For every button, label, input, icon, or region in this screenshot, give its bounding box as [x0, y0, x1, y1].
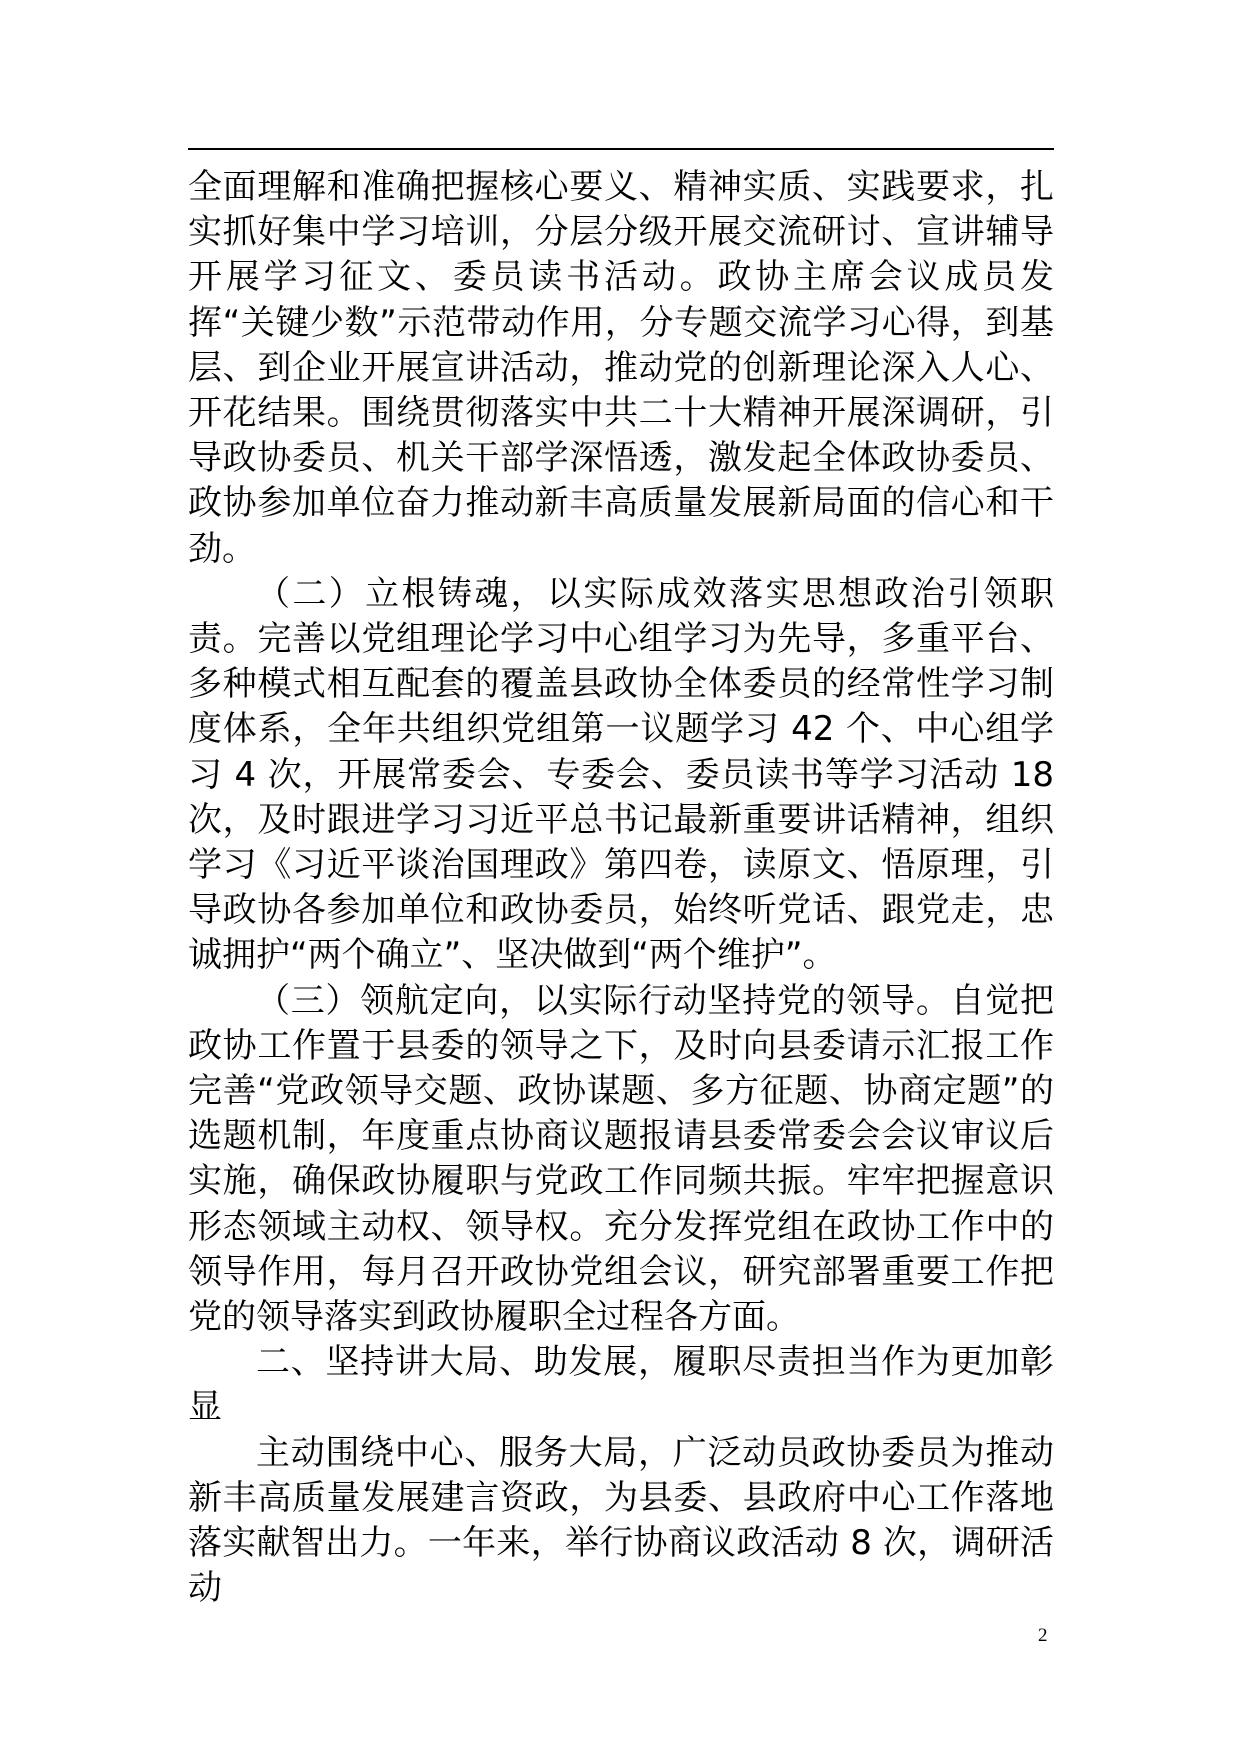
document-body [188, 165, 1054, 1612]
paragraph-section-two-intro: 主动围绕中心、服务大局，广泛动员政协委员为推动新丰高质量发展建言资政，为县委、县政府中心工作落地落实献智出力。一年来，举行协商议政活动 8 次，调研活动 [188, 1432, 1054, 1609]
section-heading-two: 二、坚持讲大局、助发展，履职尽责担当作为更加彰显 [188, 1342, 1054, 1428]
header-rule [188, 148, 1054, 150]
paragraph-section-two: （二）立根铸魂，以实际成效落实思想政治引领职责。完善以党组理论学习中心组学习为先导，多重平台、多种模式相互配套的覆盖县政协全体委员的经常性学习制度体系，全年共组织党组第一议题学习 42 个、中心组学习 4 次，开展常委会、专委会、委员读书等学习活动 18 次，及时跟进学习习近平总书记最新重要讲话精神，组织学习《习近平谈治国理政》第四卷，读原文、悟原理，引导政协各参加单位和政协委员，始终听党话、跟党走，忠诚拥护“两个确立”、坚决做到“两个维护”。 [188, 573, 1054, 976]
page-number: 2 [1038, 1625, 1048, 1646]
paragraph-continuation: 全面理解和准确把握核心要义、精神实质、实践要求，扎实抓好集中学习培训，分层分级开展交流研讨、宣讲辅导开展学习征文、委员读书活动。政协主席会议成员发挥“关键少数”示范带动作用，分专题交流学习心得，到基层、到企业开展宣讲活动，推动党的创新理论深入人心、开花结果。围绕贯彻落实中共二十大精神开展深调研，引导政协委员、机关干部学深悟透，激发起全体政协委员、政协参加单位奋力推动新丰高质量发展新局面的信心和干劲。 [188, 167, 1054, 569]
paragraph-section-three: （三）领航定向，以实际行动坚持党的领导。自觉把政协工作置于县委的领导之下，及时向县委请示汇报工作完善“党政领导交题、政协谋题、多方征题、协商定题”的选题机制，年度重点协商议题报请县委常委会会议审议后实施，确保政协履职与党政工作同频共振。牢牢把握意识形态领域主动权、领导权。充分发挥党组在政协工作中的领导作用，每月召开政协党组会议，研究部署重要工作把党的领导落实到政协履职全过程各方面。 [188, 980, 1054, 1338]
